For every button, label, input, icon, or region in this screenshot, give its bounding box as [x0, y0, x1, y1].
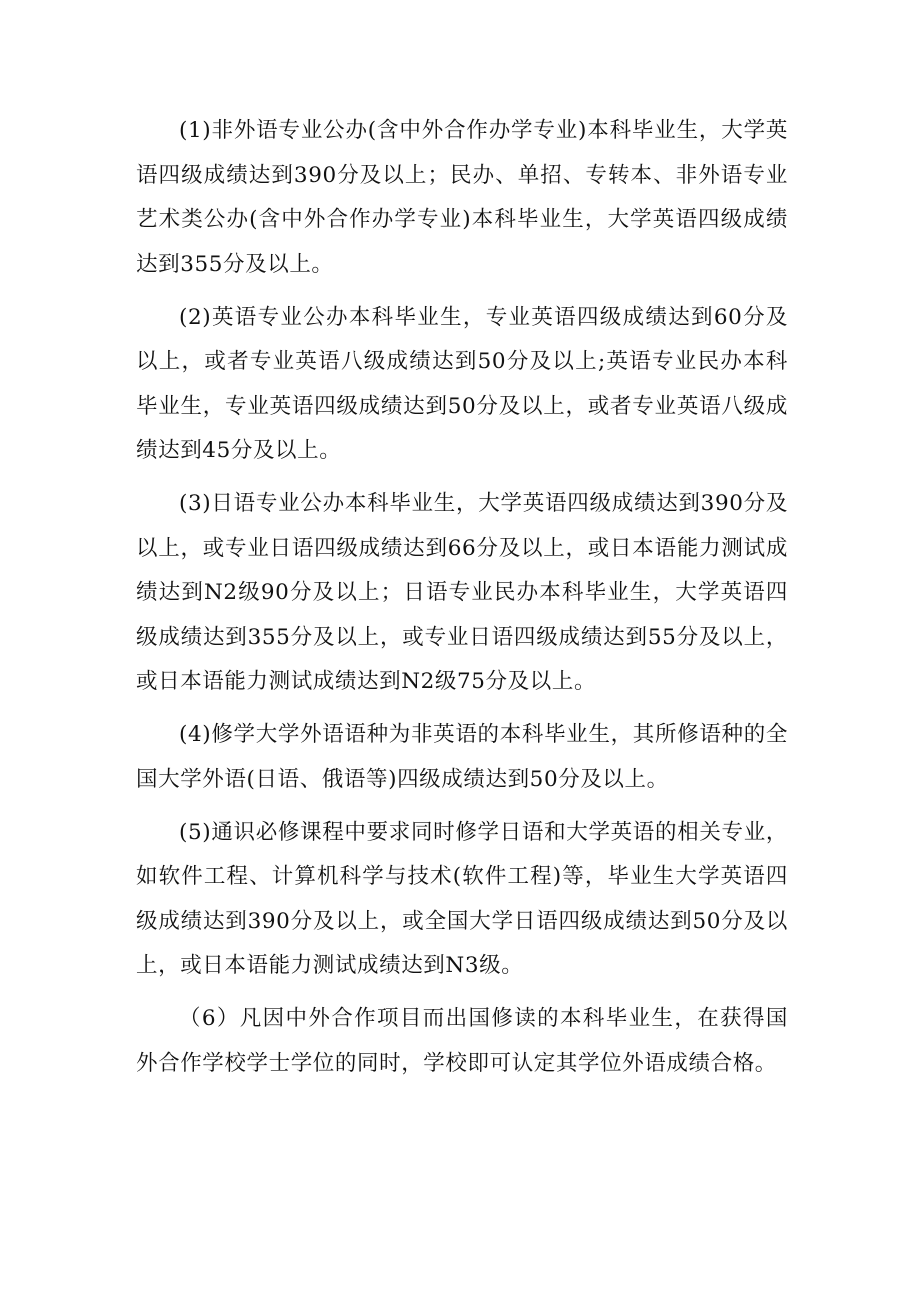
paragraph-6: （6）凡因中外合作项目而出国修读的本科毕业生，在获得国外合作学校学士学位的同时，学校即可认定其学位外语成绩合格。: [136, 1006, 788, 1076]
paragraph-4: (4)修学大学外语语种为非英语的本科毕业生，其所修语种的全国大学外语(日语、俄语等)四级成绩达到50分及以上。: [136, 722, 788, 792]
paragraph-3: (3)日语专业公办本科毕业生，大学英语四级成绩达到390分及以上，或专业日语四级成绩达到66分及以上，或日本语能力测试成绩达到N2级90分及以上；日语专业民办本科毕业生，大学英语四级成绩达到355分及以上，或专业日语四级成绩达到55分及以上，或日本语能力测试成绩达到N2级75分及以上。: [136, 491, 788, 694]
paragraph-5: (5)通识必修课程中要求同时修学日语和大学英语的相关专业，如软件工程、计算机科学与技术(软件工程)等，毕业生大学英语四级成绩达到390分及以上，或全国大学日语四级成绩达到50分及以上，或日本语能力测试成绩达到N3级。: [136, 819, 788, 978]
paragraph-2: (2)英语专业公办本科毕业生，专业英语四级成绩达到60分及以上，或者专业英语八级成绩达到50分及以上;英语专业民办本科毕业生，专业英语四级成绩达到50分及以上，或者专业英语八级成绩达到45分及以上。: [136, 304, 788, 463]
paragraph-1: (1)非外语专业公办(含中外合作办学专业)本科毕业生，大学英语四级成绩达到390分及以上；民办、单招、专转本、非外语专业艺术类公办(含中外合作办学专业)本科毕业生，大学英语四级成绩达到355分及以上。: [136, 118, 788, 277]
document-body: [136, 109, 788, 1095]
